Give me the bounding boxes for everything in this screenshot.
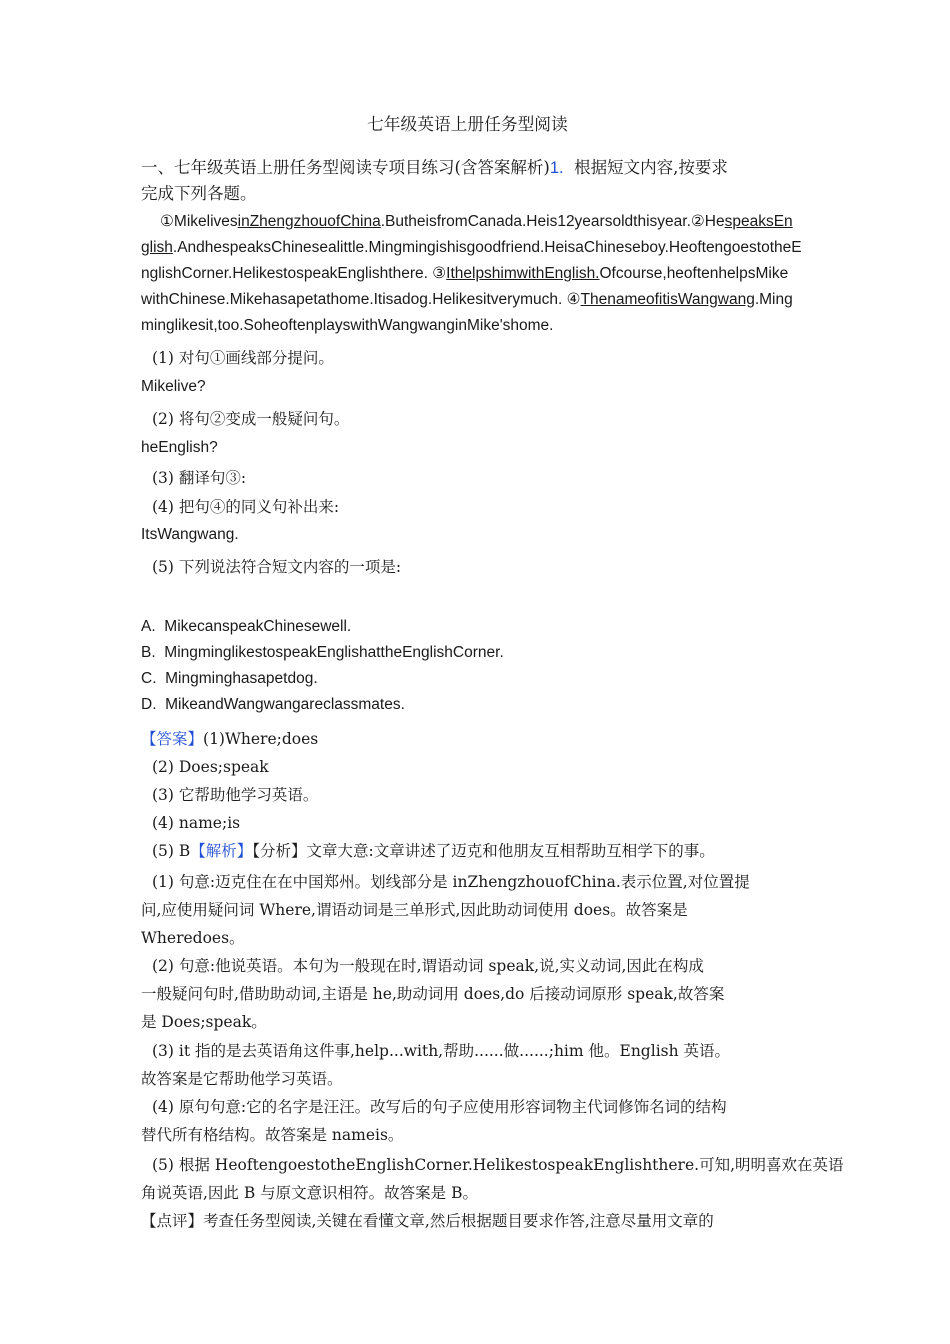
- marker-4: ④: [566, 291, 581, 308]
- question-3: (3) 翻译句③:: [152, 469, 247, 487]
- comment-line: 【点评】考查任务型阅读,关键在看懂文章,然后根据题目要求作答,注意尽量用文章的: [141, 1212, 714, 1230]
- underlined-phrase-2b: glish: [141, 239, 173, 256]
- underlined-phrase-1: inZhengzhouofChina: [237, 213, 381, 230]
- analysis-intro: 【分析】文章大意:文章讲述了迈克和他朋友互相帮助互相学下的事。: [252, 842, 715, 860]
- page-title: 七年级英语上册任务型阅读: [367, 115, 568, 135]
- explanation-2-line-2: 一般疑问句时,借助助动词,主语是 he,助动词用 does,do 后接动词原形 speak,故答案: [141, 985, 725, 1003]
- passage-text: Ofcourse,heoftenhelpsMike: [599, 265, 789, 282]
- answer-line-1: [141, 729, 318, 749]
- option-text: MikeandWangwangareclassmates.: [165, 696, 405, 713]
- explanation-4-line-1: (4) 原句句意:它的名字是汪汪。改写后的句子应使用形容词物主代词修饰名词的结构: [152, 1098, 727, 1116]
- question-1-blank: Mikelive?: [141, 378, 206, 395]
- marker-3: ③: [432, 265, 447, 282]
- question-2-blank: heEnglish?: [141, 439, 218, 456]
- answer-5-line: [152, 841, 715, 861]
- option-letter: D.: [141, 696, 157, 713]
- question-instruction: 根据短文内容,按要求: [574, 158, 728, 177]
- answer-5: (5) B: [152, 842, 191, 860]
- underlined-sentence-3: IthelpshimwithEnglish.: [446, 265, 600, 282]
- question-4: (4) 把句④的同义句补出来:: [152, 498, 340, 516]
- passage-line-1: [160, 212, 793, 232]
- passage-text: nglishCorner.HelikestospeakEnglishthere.: [141, 265, 428, 282]
- explanation-4-line-2: 替代所有格结构。故答案是 nameis。: [141, 1126, 404, 1144]
- answer-tag: 【答案】: [141, 730, 204, 748]
- marker-2: ②: [690, 213, 705, 230]
- answer-2: (2) Does;speak: [152, 758, 269, 776]
- passage-text: .AndhespeaksChinesealittle.Mingmingishisgoodfriend.HeisaChineseboy.HeoftengoestotheE: [172, 239, 802, 256]
- explanation-1-line-3: Wheredoes。: [141, 929, 245, 947]
- option-letter: A.: [141, 618, 156, 635]
- passage-text: He: [704, 213, 725, 230]
- option-b: [141, 643, 504, 663]
- explanation-2-line-3: 是 Does;speak。: [141, 1013, 267, 1031]
- explanation-1-line-1: (1) 句意:迈克住在在中国郑州。划线部分是 inZhengzhouofChina.表示位置,对位置提: [152, 873, 750, 891]
- passage-line-4: [141, 290, 793, 310]
- question-2: (2) 将句②变成一般疑问句。: [152, 410, 350, 428]
- passage-line-2: [141, 238, 802, 258]
- option-d: [141, 695, 405, 715]
- option-a: [141, 617, 351, 637]
- option-c: [141, 669, 318, 689]
- analysis-tag: 【解析】: [190, 842, 253, 860]
- passage-line-3: [141, 264, 788, 284]
- underlined-sentence-4: ThenameofitisWangwang: [580, 291, 755, 308]
- passage-text: withChinese.Mikehasapetathome.Itisadog.Helikesitverymuch.: [141, 291, 563, 308]
- answer-1: (1)Where;does: [203, 730, 319, 748]
- passage-line-5: minglikesit,too.SoheoftenplayswithWangwanginMike'shome.: [141, 317, 554, 334]
- option-letter: C.: [141, 670, 157, 687]
- explanation-2-line-1: (2) 句意:他说英语。本句为一般现在时,谓语动词 speak,说,实义动词,因此在构成: [152, 957, 704, 975]
- question-number: 1.: [549, 159, 564, 177]
- underlined-phrase-2a: speaksEn: [724, 213, 793, 230]
- option-text: MingminglikestospeakEnglishattheEnglishCorner.: [164, 644, 504, 661]
- question-instruction-cont: 完成下列各题。: [141, 184, 257, 203]
- explanation-1-line-2: 问,应使用疑问词 Where,谓语动词是三单形式,因此助动词使用 does。故答案是: [141, 901, 688, 919]
- passage-text: .ButheisfromCanada.Heis12yearsoldthisyear.: [380, 213, 691, 230]
- section-heading: 一、七年级英语上册任务型阅读专项目练习(含答案解析): [141, 158, 550, 177]
- passage-text: Mikelives: [173, 213, 238, 230]
- option-text: Mingminghasapetdog.: [165, 670, 318, 687]
- section-heading-line: [141, 158, 728, 178]
- explanation-3-line-1: (3) it 指的是去英语角这件事,help...with,帮助......做......;him 他。English 英语。: [152, 1042, 731, 1060]
- question-1: (1) 对句①画线部分提问。: [152, 349, 334, 367]
- passage-text: .Ming: [754, 291, 793, 308]
- explanation-3-line-2: 故答案是它帮助他学习英语。: [141, 1070, 343, 1088]
- question-5: (5) 下列说法符合短文内容的一项是:: [152, 558, 402, 576]
- answer-4: (4) name;is: [152, 814, 241, 832]
- option-text: MikecanspeakChinesewell.: [164, 618, 352, 635]
- marker-1: ①: [160, 213, 174, 230]
- answer-3: (3) 它帮助他学习英语。: [152, 786, 319, 804]
- explanation-5-line-2: 角说英语,因此 B 与原文意识相符。故答案是 B。: [141, 1184, 478, 1202]
- question-4-blank: ItsWangwang.: [141, 526, 239, 543]
- option-letter: B.: [141, 644, 156, 661]
- explanation-5-line-1: (5) 根据 HeoftengoestotheEnglishCorner.HelikestospeakEnglishthere.可知,明明喜欢在英语: [152, 1156, 844, 1174]
